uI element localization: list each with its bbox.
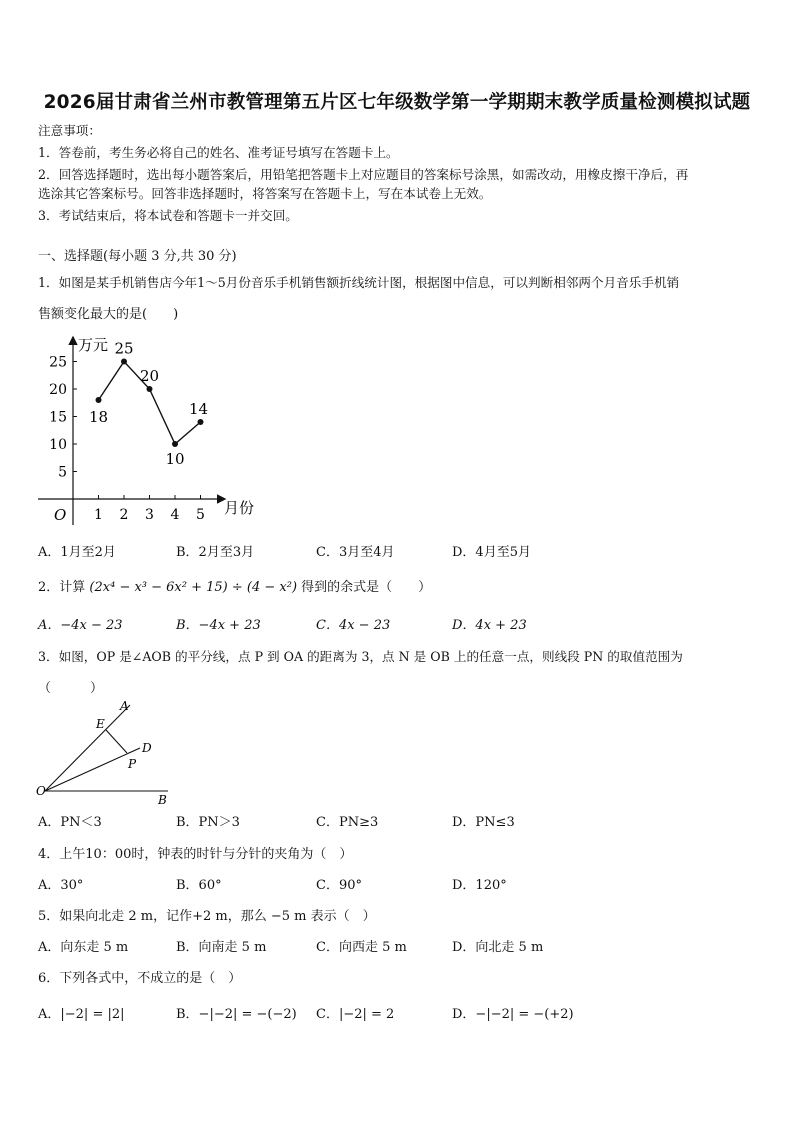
q1-stem-line1: 1．如图是某手机销售店今年1～5月份音乐手机销售额折线统计图，根据图中信息，可以判断相邻两个月音乐手机销 bbox=[38, 275, 680, 290]
x-axis-label: 月份 bbox=[224, 499, 255, 517]
data-label: 10 bbox=[165, 450, 185, 468]
q4-option-d[interactable]: D．120° bbox=[452, 878, 507, 893]
notice-heading: 注意事项： bbox=[38, 123, 101, 138]
data-point bbox=[96, 397, 102, 403]
y-tick-label: 20 bbox=[49, 382, 67, 398]
notice-item-2: 2．回答选择题时，选出每小题答案后，用铅笔把答题卡上对应题目的答案标号涂黑，如需改动，用橡皮擦干净后，再 bbox=[38, 167, 689, 182]
y-axis-label: 万元 bbox=[78, 336, 109, 354]
q4-option-b[interactable]: B．60° bbox=[176, 878, 222, 893]
data-point bbox=[198, 419, 204, 425]
label-e: E bbox=[96, 717, 105, 731]
data-label: 25 bbox=[114, 339, 134, 358]
page-title: 2026届甘肃省兰州市教管理第五片区七年级数学第一学期期末教学质量检测模拟试题 bbox=[43, 92, 751, 113]
label-b: B bbox=[158, 793, 167, 807]
label-p: P bbox=[128, 757, 137, 771]
q1-option-c[interactable]: C．3月至4月 bbox=[316, 545, 395, 560]
notice-item-3: 3．考试结束后，将本试卷和答题卡一并交回。 bbox=[38, 208, 298, 223]
origin-label: O bbox=[54, 506, 67, 524]
data-label: 14 bbox=[188, 400, 209, 418]
x-tick-label: 5 bbox=[196, 507, 205, 523]
q1-option-b[interactable]: B．2月至3月 bbox=[176, 545, 255, 560]
y-tick-label: 15 bbox=[49, 409, 67, 426]
q2-stem bbox=[38, 576, 431, 595]
label-o: O bbox=[36, 784, 46, 798]
q2-prefix: 2．计算 bbox=[38, 580, 86, 595]
q6-option-b[interactable]: B．−|−2| = −(−2) bbox=[176, 1007, 297, 1022]
q5-option-a[interactable]: A．向东走 5 m bbox=[38, 940, 129, 955]
data-label: 18 bbox=[88, 408, 109, 426]
q5-option-b[interactable]: B．向南走 5 m bbox=[176, 940, 267, 955]
q3-angle-figure bbox=[34, 695, 174, 810]
y-tick-label: 5 bbox=[58, 464, 67, 481]
ray-oa bbox=[45, 705, 130, 791]
q2-option-b[interactable]: B．−4x + 23 bbox=[176, 618, 261, 633]
y-tick-label: 25 bbox=[49, 354, 67, 371]
q5-option-d[interactable]: D．向北走 5 m bbox=[452, 940, 544, 955]
data-point bbox=[147, 386, 153, 392]
q2-suffix: 得到的余式是（ ） bbox=[301, 580, 432, 595]
q6-option-a[interactable]: A．|−2| = |2| bbox=[38, 1007, 125, 1022]
q2-option-a[interactable]: A．−4x − 23 bbox=[38, 618, 123, 633]
label-a: A bbox=[120, 699, 129, 713]
q3-option-b[interactable]: B．PN＞3 bbox=[176, 815, 240, 830]
section-heading: 一、选择题(每小题 3 分,共 30 分) bbox=[38, 249, 237, 264]
q1-option-d[interactable]: D．4月至5月 bbox=[452, 545, 531, 560]
q4-option-c[interactable]: C．90° bbox=[316, 878, 362, 893]
q4-option-a[interactable]: A．30° bbox=[38, 878, 84, 893]
q3-stem-line1: 3．如图，OP 是∠AOB 的平分线，点 P 到 OA 的距离为 3，点 N 是 OB 上的任意一点，则线段 PN 的取值范围为 bbox=[38, 649, 683, 664]
notice-item-1: 1．答卷前，考生务必将自己的姓名、准考证号填写在答题卡上。 bbox=[38, 145, 399, 160]
q2-option-c[interactable]: C．4x − 23 bbox=[316, 618, 391, 633]
q3-stem-line2: （ ） bbox=[38, 681, 104, 696]
data-point bbox=[121, 359, 127, 365]
q1-line-chart bbox=[34, 330, 274, 530]
y-tick-label: 10 bbox=[49, 437, 67, 453]
q6-option-c[interactable]: C．|−2| = 2 bbox=[316, 1007, 395, 1022]
ray-od bbox=[45, 748, 140, 791]
q1-stem-line2: 售额变化最大的是( ) bbox=[38, 307, 179, 322]
notice-item-2-cont: 选涂其它答案标号。回答非选择题时，将答案写在答题卡上，写在本试卷上无效。 bbox=[38, 186, 492, 201]
q5-stem: 5．如果向北走 2 m，记作+2 m，那么 −5 m 表示（ ） bbox=[38, 909, 376, 924]
q3-option-c[interactable]: C．PN≥3 bbox=[316, 815, 379, 830]
q2-expression: (2x⁴ − x³ − 6x² + 15) ÷ (4 − x²) bbox=[89, 580, 298, 595]
segment-pe bbox=[106, 730, 127, 753]
q6-option-d[interactable]: D．−|−2| = −(+2) bbox=[452, 1007, 574, 1022]
q1-option-a[interactable]: A．1月至2月 bbox=[38, 545, 116, 560]
x-tick-label: 1 bbox=[94, 507, 103, 523]
q3-option-d[interactable]: D．PN≤3 bbox=[452, 815, 515, 830]
data-label: 20 bbox=[139, 367, 160, 385]
label-d: D bbox=[142, 741, 152, 755]
q5-option-c[interactable]: C．向西走 5 m bbox=[316, 940, 407, 955]
q6-stem: 6．下列各式中，不成立的是（ ） bbox=[38, 971, 242, 986]
x-tick-label: 3 bbox=[145, 507, 154, 523]
data-point bbox=[172, 441, 178, 447]
q3-option-a[interactable]: A．PN＜3 bbox=[38, 815, 102, 830]
x-tick-label: 2 bbox=[119, 507, 129, 523]
x-tick-label: 4 bbox=[170, 507, 180, 523]
q2-option-d[interactable]: D．4x + 23 bbox=[452, 618, 527, 633]
q4-stem: 4．上午10：00时，钟表的时针与分针的夹角为（ ） bbox=[38, 847, 353, 862]
